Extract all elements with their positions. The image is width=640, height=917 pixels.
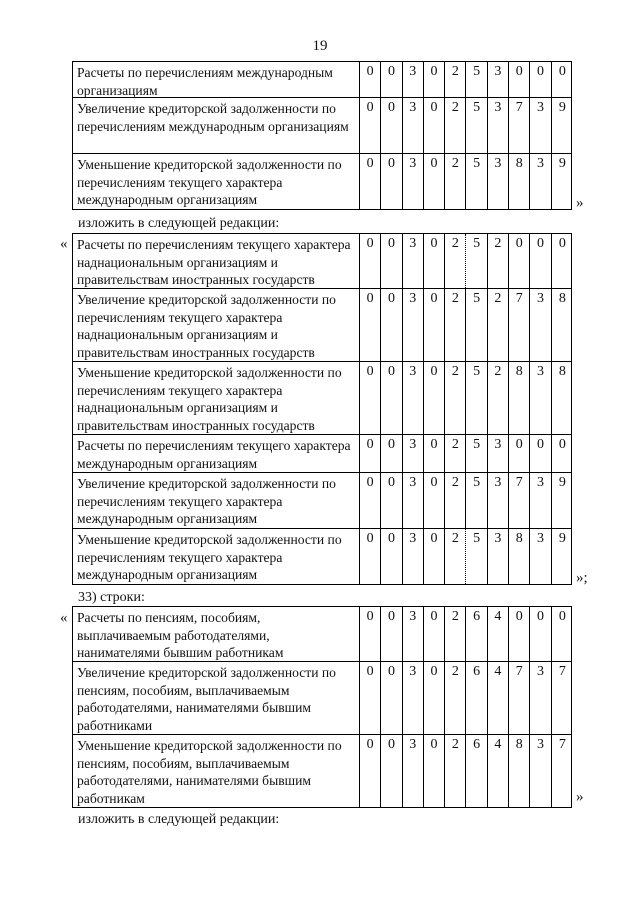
code-digit: 7 <box>509 662 530 734</box>
code-digit: 2 <box>445 662 466 734</box>
table-row <box>72 735 572 808</box>
code-digit: 3 <box>488 154 509 209</box>
code-digit: 0 <box>381 607 402 661</box>
row-description: Уменьшение кредиторской задолженности по перечислениям текущего характера наднациональным организациям и правительствам иностранных государств <box>73 362 360 434</box>
code-digit: 7 <box>509 289 530 361</box>
code-digit: 0 <box>360 607 381 661</box>
code-digit: 3 <box>530 473 551 528</box>
code-digit: 0 <box>360 154 381 209</box>
code-digit: 3 <box>530 362 551 434</box>
row-description: Расчеты по перечислениям текущего характера наднациональным организациям и правительствам иностранных государств <box>73 234 360 288</box>
code-digit: 3 <box>530 98 551 153</box>
code-digit: 3 <box>530 735 551 807</box>
code-digit: 0 <box>558 609 566 624</box>
close-quote: »; <box>576 570 588 586</box>
code-digit: 3 <box>488 473 509 528</box>
code-digit: 3 <box>403 529 424 584</box>
table-row <box>72 61 572 98</box>
code-digit: 2 <box>445 62 466 97</box>
code-digit: 3 <box>530 662 551 734</box>
code-digit: 3 <box>403 234 424 288</box>
table-3 <box>72 606 572 808</box>
code-digit: 5 <box>466 289 487 361</box>
code-digit: 0 <box>381 529 402 584</box>
code-digit: 0 <box>558 437 566 452</box>
code-digit: 8 <box>509 154 530 209</box>
code-digit: 3 <box>530 154 551 209</box>
code-digit: 0 <box>360 473 381 528</box>
code-digit: 0 <box>530 234 551 288</box>
code-digit: 0 <box>424 62 445 97</box>
code-digit: 2 <box>445 154 466 209</box>
code-digit: 0 <box>424 662 445 734</box>
code-digit: 3 <box>530 529 551 584</box>
code-digit: 5 <box>466 154 487 209</box>
code-digit: 0 <box>381 362 402 434</box>
code-digit: 5 <box>466 473 487 528</box>
code-digit: 0 <box>509 234 530 288</box>
code-digit: 3 <box>530 289 551 361</box>
table-row <box>72 98 572 154</box>
code-digit: 3 <box>403 473 424 528</box>
code-digit: 0 <box>381 473 402 528</box>
code-digit: 0 <box>424 289 445 361</box>
table-row <box>72 662 572 735</box>
code-digit: 2 <box>445 98 466 153</box>
code-digit: 8 <box>509 529 530 584</box>
code-digit: 3 <box>488 62 509 97</box>
table-row <box>72 233 572 289</box>
row-description: Уменьшение кредиторской задолженности по перечислениям текущего характера международным организациям <box>73 529 360 584</box>
row-description: Увеличение кредиторской задолженности по перечислениям текущего характера наднациональным организациям и правительствам иностранных государств <box>73 289 360 361</box>
code-digit: 0 <box>381 435 402 472</box>
code-digit: 2 <box>445 289 466 361</box>
code-digit: 8 <box>558 291 566 306</box>
code-digit: 8 <box>509 362 530 434</box>
code-digit: 0 <box>360 362 381 434</box>
code-digit: 4 <box>488 735 509 807</box>
code-digit: 3 <box>403 662 424 734</box>
section-heading: 33) строки: <box>78 590 145 605</box>
code-digit: 3 <box>403 362 424 434</box>
code-digit: 0 <box>360 435 381 472</box>
code-digit: 3 <box>403 289 424 361</box>
table-row <box>72 154 572 210</box>
code-digit: 3 <box>403 154 424 209</box>
open-quote: « <box>60 236 68 252</box>
code-digit: 5 <box>466 529 487 584</box>
code-digit: 4 <box>488 607 509 661</box>
code-digit: 3 <box>488 435 509 472</box>
code-digit: 6 <box>466 662 487 734</box>
row-description: Увеличение кредиторской задолженности по перечислениям текущего характера международным организациям <box>73 473 360 528</box>
code-digit: 0 <box>424 234 445 288</box>
code-digit: 6 <box>466 735 487 807</box>
close-quote: » <box>576 789 584 805</box>
code-digit: 0 <box>360 289 381 361</box>
code-digit: 7 <box>558 737 566 752</box>
code-digit: 3 <box>403 607 424 661</box>
code-digit: 0 <box>530 62 551 97</box>
code-digit: 5 <box>466 362 487 434</box>
code-digit: 0 <box>424 735 445 807</box>
code-digit: 6 <box>466 607 487 661</box>
table-2 <box>72 233 572 585</box>
code-digit: 2 <box>488 362 509 434</box>
code-digit: 3 <box>403 62 424 97</box>
code-digit: 8 <box>558 364 566 379</box>
code-digit: 9 <box>558 156 566 171</box>
code-digit: 0 <box>558 64 566 79</box>
close-quote: » <box>576 195 584 211</box>
page-number: 19 <box>312 38 328 54</box>
code-digit: 7 <box>509 473 530 528</box>
table-row <box>72 473 572 529</box>
code-digit: 9 <box>558 531 566 546</box>
code-digit: 3 <box>403 98 424 153</box>
code-digit: 0 <box>360 529 381 584</box>
code-digit: 0 <box>381 735 402 807</box>
code-digit: 5 <box>466 98 487 153</box>
code-digit: 0 <box>360 735 381 807</box>
code-digit: 0 <box>360 98 381 153</box>
code-digit: 5 <box>466 62 487 97</box>
code-digit: 0 <box>424 529 445 584</box>
row-description: Расчеты по перечислениям международным организациям <box>73 62 360 97</box>
code-digit: 7 <box>509 98 530 153</box>
code-digit: 2 <box>445 607 466 661</box>
code-digit: 0 <box>424 362 445 434</box>
code-digit: 7 <box>558 664 566 679</box>
code-digit: 9 <box>558 475 566 490</box>
code-digit: 0 <box>381 234 402 288</box>
code-digit: 0 <box>530 435 551 472</box>
code-digit: 0 <box>424 435 445 472</box>
code-digit: 2 <box>445 735 466 807</box>
code-digit: 0 <box>381 662 402 734</box>
code-digit: 0 <box>424 154 445 209</box>
row-description: Расчеты по пенсиям, пособиям, выплачиваемым работодателями, нанимателями бывшим работникам <box>73 607 360 661</box>
table-row <box>72 362 572 435</box>
code-digit: 4 <box>488 662 509 734</box>
code-digit: 3 <box>488 98 509 153</box>
code-digit: 0 <box>509 62 530 97</box>
row-description: Уменьшение кредиторской задолженности по пенсиям, пособиям, выплачиваемым работодателями, нанимателями бывшим работникам <box>73 735 360 807</box>
code-digit: 2 <box>445 435 466 472</box>
code-digit: 0 <box>530 607 551 661</box>
code-digit: 0 <box>360 62 381 97</box>
code-digit: 2 <box>488 289 509 361</box>
code-digit: 0 <box>509 435 530 472</box>
table-row <box>72 606 572 662</box>
code-digit: 0 <box>360 662 381 734</box>
code-digit: 2 <box>488 234 509 288</box>
code-digit: 0 <box>424 473 445 528</box>
code-digit: 3 <box>488 529 509 584</box>
code-digit: 5 <box>466 234 487 288</box>
code-digit: 0 <box>381 154 402 209</box>
table-row <box>72 289 572 362</box>
code-digit: 3 <box>403 435 424 472</box>
code-digit: 0 <box>381 62 402 97</box>
code-digit: 2 <box>445 473 466 528</box>
row-description: Увеличение кредиторской задолженности по перечислениям международным организациям <box>73 98 360 153</box>
row-description: Расчеты по перечислениям текущего характера международным организациям <box>73 435 360 472</box>
code-digit: 3 <box>403 735 424 807</box>
code-digit: 0 <box>360 234 381 288</box>
table-row <box>72 435 572 473</box>
row-description: Уменьшение кредиторской задолженности по перечислениям текущего характера международным организациям <box>73 154 360 209</box>
code-digit: 5 <box>466 435 487 472</box>
code-digit: 9 <box>558 100 566 115</box>
final-text: изложить в следующей редакции: <box>78 812 280 827</box>
code-digit: 0 <box>558 236 566 251</box>
code-digit: 0 <box>509 607 530 661</box>
code-digit: 2 <box>445 529 466 584</box>
intro-text: изложить в следующей редакции: <box>78 216 280 231</box>
code-digit: 0 <box>424 98 445 153</box>
code-digit: 2 <box>445 234 466 288</box>
code-digit: 0 <box>381 98 402 153</box>
code-digit: 8 <box>509 735 530 807</box>
table-1 <box>72 61 572 210</box>
code-digit: 0 <box>424 607 445 661</box>
open-quote: « <box>60 610 68 626</box>
code-digit: 2 <box>445 362 466 434</box>
row-description: Увеличение кредиторской задолженности по пенсиям, пособиям, выплачиваемым работодателями, нанимателями бывшим работниками <box>73 662 360 734</box>
table-row <box>72 529 572 585</box>
code-digit: 0 <box>381 289 402 361</box>
